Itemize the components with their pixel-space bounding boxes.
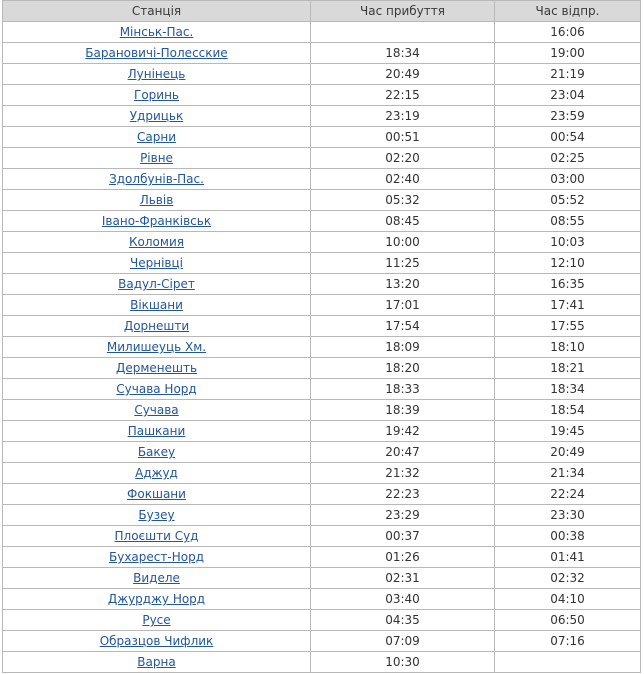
departure-time: 22:24	[495, 484, 641, 505]
table-row	[3, 316, 641, 337]
departure-time: 23:30	[495, 505, 641, 526]
station-link[interactable]: Милишеуць Хм.	[106, 340, 207, 354]
schedule-table	[2, 0, 641, 673]
departure-time: 06:50	[495, 610, 641, 631]
header-row	[3, 1, 641, 22]
departure-time: 23:04	[495, 85, 641, 106]
arrival-time: 00:51	[311, 127, 495, 148]
arrival-time: 23:29	[311, 505, 495, 526]
table-row	[3, 232, 641, 253]
arrival-time: 17:54	[311, 316, 495, 337]
departure-time: 00:38	[495, 526, 641, 547]
arrival-time: 10:30	[311, 652, 495, 673]
arrival-time: 08:45	[311, 211, 495, 232]
header-departure: Час відпр.	[495, 1, 641, 22]
arrival-time: 18:34	[311, 43, 495, 64]
departure-time: 18:34	[495, 379, 641, 400]
station-link[interactable]: Вікшани	[130, 298, 183, 312]
table-row	[3, 64, 641, 85]
table-row	[3, 211, 641, 232]
arrival-time: 03:40	[311, 589, 495, 610]
station-cell	[3, 421, 311, 442]
station-link[interactable]: Здолбунів-Пас.	[109, 172, 204, 186]
arrival-time: 07:09	[311, 631, 495, 652]
station-link[interactable]: Образцов Чифлик	[99, 634, 214, 648]
station-link[interactable]: Чернівці	[130, 256, 183, 270]
station-cell	[3, 568, 311, 589]
table-row	[3, 547, 641, 568]
station-link[interactable]: Івано-Франківськ	[101, 214, 212, 228]
table-row	[3, 295, 641, 316]
arrival-time: 00:37	[311, 526, 495, 547]
station-cell	[3, 337, 311, 358]
station-link[interactable]: Рівне	[140, 151, 173, 165]
header-arrival: Час прибуття	[311, 1, 495, 22]
station-cell	[3, 190, 311, 211]
table-row	[3, 253, 641, 274]
table-row	[3, 190, 641, 211]
station-cell	[3, 589, 311, 610]
station-cell	[3, 400, 311, 421]
schedule-body	[3, 22, 641, 673]
departure-time: 18:21	[495, 358, 641, 379]
table-row	[3, 526, 641, 547]
station-link[interactable]: Горинь	[134, 88, 179, 102]
departure-time: 20:49	[495, 442, 641, 463]
station-link[interactable]: Варна	[137, 655, 176, 669]
arrival-time: 22:15	[311, 85, 495, 106]
departure-time: 03:00	[495, 169, 641, 190]
departure-time: 16:35	[495, 274, 641, 295]
arrival-time: 13:20	[311, 274, 495, 295]
station-cell	[3, 295, 311, 316]
departure-time: 00:54	[495, 127, 641, 148]
departure-time: 02:32	[495, 568, 641, 589]
station-link[interactable]: Вадул-Сірет	[118, 277, 195, 291]
station-cell	[3, 358, 311, 379]
arrival-time: 20:47	[311, 442, 495, 463]
header-station: Станція	[3, 1, 311, 22]
station-link[interactable]: Коломия	[129, 235, 184, 249]
departure-time: 10:03	[495, 232, 641, 253]
table-row	[3, 652, 641, 673]
arrival-time: 11:25	[311, 253, 495, 274]
departure-time: 21:34	[495, 463, 641, 484]
table-row	[3, 442, 641, 463]
station-link[interactable]: Плоєшти Суд	[114, 529, 199, 543]
table-row	[3, 589, 641, 610]
station-link[interactable]: Виделе	[133, 571, 180, 585]
station-cell	[3, 526, 311, 547]
arrival-time: 01:26	[311, 547, 495, 568]
departure-time: 05:52	[495, 190, 641, 211]
station-link[interactable]: Мінськ-Пас.	[119, 25, 194, 39]
station-link[interactable]: Бузеу	[138, 508, 175, 522]
station-link[interactable]: Сучава Норд	[116, 382, 197, 396]
station-cell	[3, 547, 311, 568]
station-cell	[3, 148, 311, 169]
table-row	[3, 463, 641, 484]
station-link[interactable]: Пашкани	[127, 424, 186, 438]
station-link[interactable]: Сарни	[137, 130, 176, 144]
station-link[interactable]: Львів	[139, 193, 174, 207]
table-row	[3, 610, 641, 631]
arrival-time: 22:23	[311, 484, 495, 505]
station-link[interactable]: Аджуд	[135, 466, 178, 480]
station-link[interactable]: Бухарест-Норд	[109, 550, 204, 564]
arrival-time: 02:40	[311, 169, 495, 190]
station-link[interactable]: Фокшани	[127, 487, 186, 501]
table-row	[3, 148, 641, 169]
table-row	[3, 43, 641, 64]
table-row	[3, 22, 641, 43]
arrival-time: 18:39	[311, 400, 495, 421]
arrival-time: 18:09	[311, 337, 495, 358]
station-cell	[3, 463, 311, 484]
arrival-time	[311, 22, 495, 43]
table-row	[3, 358, 641, 379]
station-link[interactable]: Удрицьк	[129, 109, 184, 123]
departure-time: 19:45	[495, 421, 641, 442]
departure-time: 08:55	[495, 211, 641, 232]
arrival-time: 23:19	[311, 106, 495, 127]
station-cell	[3, 22, 311, 43]
arrival-time: 10:00	[311, 232, 495, 253]
arrival-time: 02:31	[311, 568, 495, 589]
station-cell	[3, 610, 311, 631]
station-cell	[3, 106, 311, 127]
table-row	[3, 400, 641, 421]
table-row	[3, 169, 641, 190]
arrival-time: 17:01	[311, 295, 495, 316]
arrival-time: 04:35	[311, 610, 495, 631]
arrival-time: 02:20	[311, 148, 495, 169]
station-link[interactable]: Лунінець	[127, 67, 186, 81]
station-link[interactable]: Джурджу Норд	[107, 592, 206, 606]
station-link[interactable]: Бакеу	[137, 445, 176, 459]
table-row	[3, 505, 641, 526]
station-cell	[3, 442, 311, 463]
departure-time: 12:10	[495, 253, 641, 274]
station-cell	[3, 169, 311, 190]
departure-time: 16:06	[495, 22, 641, 43]
station-cell	[3, 43, 311, 64]
table-row	[3, 631, 641, 652]
arrival-time: 21:32	[311, 463, 495, 484]
table-row	[3, 484, 641, 505]
station-cell	[3, 64, 311, 85]
table-row	[3, 337, 641, 358]
departure-time: 01:41	[495, 547, 641, 568]
table-row	[3, 127, 641, 148]
station-link[interactable]: Барановичі-Полесские	[85, 46, 228, 60]
departure-time: 02:25	[495, 148, 641, 169]
station-cell	[3, 211, 311, 232]
station-link[interactable]: Дерменешть	[115, 361, 198, 375]
table-row	[3, 106, 641, 127]
departure-time	[495, 652, 641, 673]
arrival-time: 18:20	[311, 358, 495, 379]
station-cell	[3, 253, 311, 274]
departure-time: 04:10	[495, 589, 641, 610]
table-row	[3, 274, 641, 295]
departure-time: 07:16	[495, 631, 641, 652]
station-cell	[3, 85, 311, 106]
station-cell	[3, 127, 311, 148]
station-cell	[3, 316, 311, 337]
station-cell	[3, 379, 311, 400]
departure-time: 18:54	[495, 400, 641, 421]
arrival-time: 20:49	[311, 64, 495, 85]
station-cell	[3, 631, 311, 652]
station-link[interactable]: Дорнешти	[123, 319, 190, 333]
station-link[interactable]: Сучава	[134, 403, 179, 417]
departure-time: 23:59	[495, 106, 641, 127]
table-row	[3, 421, 641, 442]
arrival-time: 19:42	[311, 421, 495, 442]
departure-time: 21:19	[495, 64, 641, 85]
departure-time: 17:55	[495, 316, 641, 337]
arrival-time: 05:32	[311, 190, 495, 211]
arrival-time: 18:33	[311, 379, 495, 400]
station-cell	[3, 274, 311, 295]
departure-time: 17:41	[495, 295, 641, 316]
table-row	[3, 85, 641, 106]
departure-time: 18:10	[495, 337, 641, 358]
station-link[interactable]: Русе	[142, 613, 171, 627]
station-cell	[3, 505, 311, 526]
station-cell	[3, 232, 311, 253]
table-row	[3, 379, 641, 400]
departure-time: 19:00	[495, 43, 641, 64]
table-row	[3, 568, 641, 589]
schedule-container	[2, 0, 640, 673]
station-cell	[3, 652, 311, 673]
station-cell	[3, 484, 311, 505]
